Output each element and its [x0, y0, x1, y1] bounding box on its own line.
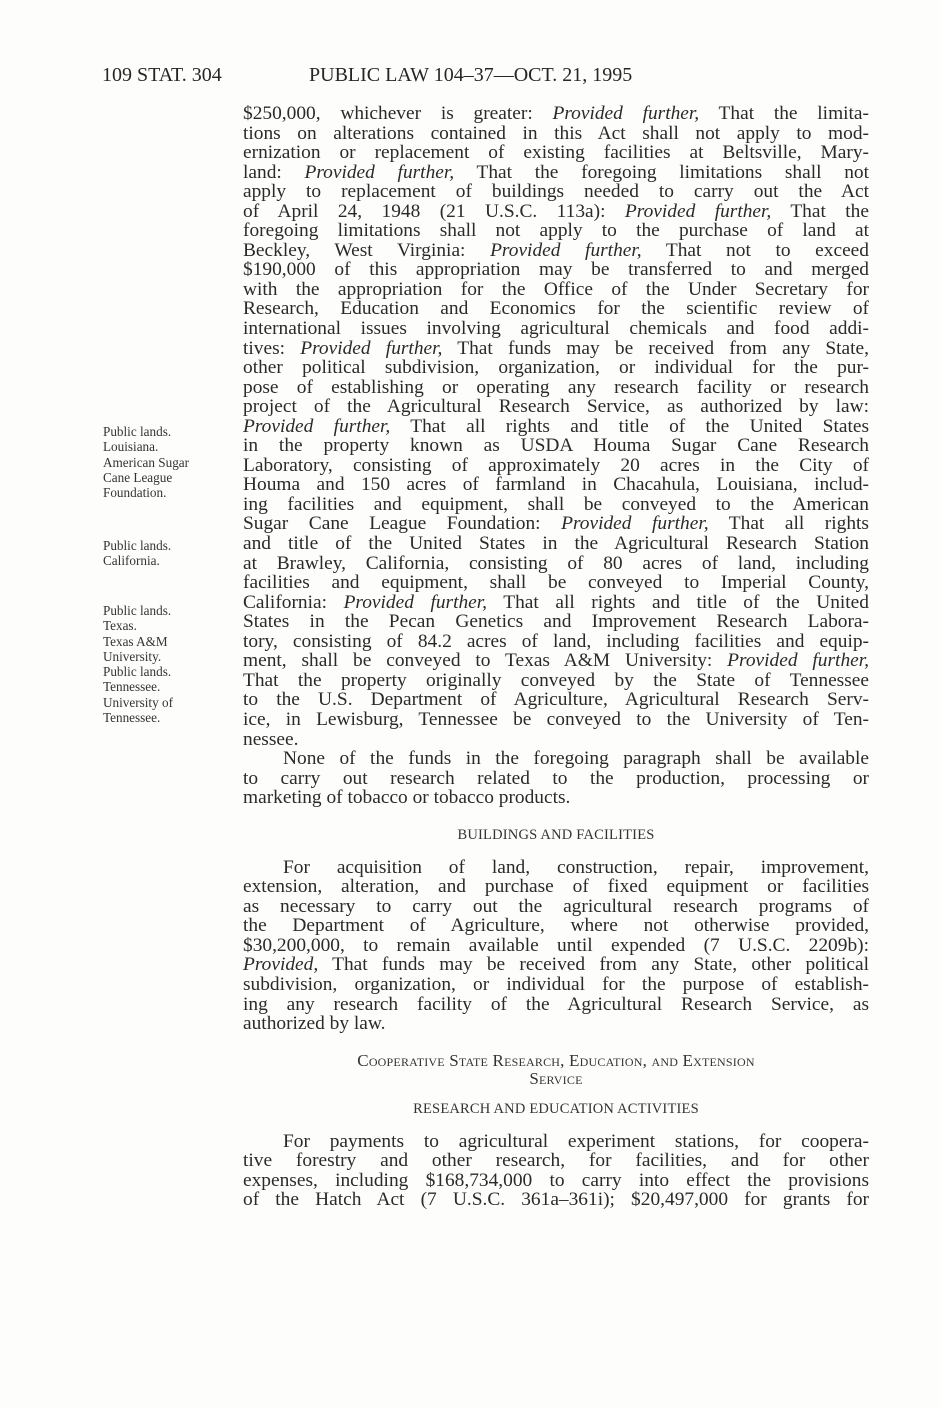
text-line: ment, shall be conveyed to Texas A&M University: Provided further, [243, 650, 869, 672]
paragraph-tobacco [243, 749, 869, 808]
text-line: Provided further, That all rights and title of the United States [243, 415, 869, 437]
text-line: For acquisition of land, construction, repair, improvement, [283, 856, 869, 878]
text-line: the Department of Agriculture, where not otherwise provided, [243, 915, 869, 937]
text-line: pose of establishing or operating any research facility or research [243, 376, 869, 398]
text-line: to the U.S. Department of Agriculture, Agricultural Research Serv- [243, 689, 869, 711]
margin-note-line: Texas A&M [103, 633, 168, 649]
proviso-emphasis: Provided further, [243, 415, 391, 437]
margin-note-louisiana [103, 424, 189, 500]
heading-research-and-education: RESEARCH AND EDUCATION ACTIVITIES [413, 1100, 699, 1117]
margin-note-line: Tennessee. [103, 710, 161, 726]
text-line: apply to replacement of buildings needed to carry out the Act [243, 181, 869, 203]
text-line: tory, consisting of 84.2 acres of land, including facilities and equip- [243, 630, 869, 652]
margin-note-line: California. [103, 553, 160, 569]
text-line: tions on alterations contained in this Act shall not apply to mod- [243, 122, 869, 144]
text-line: facilities and equipment, shall be conveyed to Imperial County, [243, 572, 869, 594]
text-line: tives: Provided further, That funds may be received from any State, [243, 337, 869, 359]
text-line: ing facilities and equipment, shall be conveyed to the American [243, 493, 869, 515]
text-line: That the property originally conveyed by the State of Tennessee [243, 669, 869, 691]
text-line: with the appropriation for the Office of the Under Secretary for [243, 278, 869, 300]
margin-note-line: Louisiana. [103, 439, 159, 455]
text-line: ice, in Lewisburg, Tennessee be conveyed to the University of Ten- [243, 708, 869, 730]
heading-csrees: Cooperative State Research, Education, and Extension [357, 1050, 755, 1070]
proviso-emphasis: Provided, [243, 954, 319, 976]
text-line: States in the Pecan Genetics and Improvement Research Labora- [243, 611, 869, 633]
paragraph-provisos [243, 104, 869, 749]
margin-note-line: Public lands. [103, 603, 172, 618]
text-line: Sugar Cane League Foundation: Provided further, That all rights [243, 513, 869, 535]
text-line: project of the Agricultural Research Service, as authorized by law: [243, 396, 869, 418]
margin-note-texas-tennessee [103, 603, 173, 725]
text-line: Beckley, West Virginia: Provided further, That not to exceed [243, 239, 869, 261]
proviso-emphasis: Provided further, [304, 161, 455, 183]
spacer [243, 808, 869, 826]
text-line: land: Provided further, That the foregoing limitations shall not [243, 161, 869, 183]
spacer [243, 1034, 869, 1052]
margin-note-line: Tennessee. [103, 679, 161, 695]
body-text-column [243, 104, 869, 1210]
text-line: foregoing limitations shall not apply to the purchase of land at [243, 220, 869, 242]
text-line: $30,200,000, to remain available until expended (7 U.S.C. 2209b): [243, 934, 869, 956]
margin-note-line: Cane League [103, 469, 173, 485]
text-line: as necessary to carry out the agricultural research programs of [243, 895, 869, 917]
text-line: nessee. [243, 728, 299, 750]
margin-note-line: Public lands. [103, 424, 172, 439]
margin-note-line: University. [103, 648, 162, 664]
text-line: For payments to agricultural experiment stations, for coopera- [283, 1130, 869, 1152]
text-line: tive forestry and other research, for facilities, and for other [243, 1150, 869, 1172]
margin-note-line: American Sugar [103, 454, 190, 470]
text-line: Provided, That funds may be received from any State, other political [243, 954, 869, 976]
proviso-emphasis: Provided further, [561, 513, 709, 535]
text-line: ing any research facility of the Agricultural Research Service, as [243, 993, 869, 1015]
text-line: to carry out research related to the production, processing or [243, 767, 869, 789]
statute-page-reference: 109 STAT. 304 [102, 64, 222, 86]
margin-note-line: Foundation. [103, 485, 167, 501]
text-line: authorized by law. [243, 1013, 386, 1035]
text-line: other political subdivision, organization, or individual for the pur- [243, 357, 869, 379]
text-line: and title of the United States in the Agricultural Research Station [243, 533, 869, 555]
text-line: marketing of tobacco or tobacco products. [243, 787, 571, 809]
margin-note-line: Public lands. [103, 664, 172, 680]
text-line: at Brawley, California, consisting of 80 acres of land, including [243, 552, 869, 574]
paragraph-buildings [243, 858, 869, 1034]
text-line: $190,000 of this appropriation may be transferred to and merged [243, 259, 869, 281]
text-line: Houma and 150 acres of farmland in Chacahula, Louisiana, includ- [243, 474, 869, 496]
proviso-emphasis: Provided further, [490, 239, 642, 261]
margin-note-line: Public lands. [103, 538, 172, 553]
text-line: expenses, including $168,734,000 to carry into effect the provisions [243, 1169, 869, 1191]
margin-note-line: Texas. [103, 618, 137, 634]
public-law-reference: PUBLIC LAW 104–37—OCT. 21, 1995 [309, 64, 633, 86]
text-line: extension, alteration, and purchase of fixed equipment or facilities [243, 876, 869, 898]
text-line: $250,000, whichever is greater: Provided further, That the limita- [243, 103, 869, 124]
heading-buildings-and-facilities: BUILDINGS AND FACILITIES [457, 826, 655, 843]
text-line: None of the funds in the foregoing paragraph shall be available [283, 748, 869, 770]
text-line: subdivision, organization, or individual for the purpose of establish- [243, 973, 869, 995]
proviso-emphasis: Provided further, [343, 591, 488, 613]
text-line: California: Provided further, That all rights and title of the United [243, 591, 869, 613]
page-header [102, 64, 862, 90]
heading-csrees-continued: Service [529, 1068, 583, 1088]
proviso-emphasis: Provided further, [624, 200, 772, 222]
text-line: Laboratory, consisting of approximately 20 acres in the City of [243, 454, 869, 476]
text-line: in the property known as USDA Houma Sugar Cane Research [243, 435, 869, 457]
text-line: of the Hatch Act (7 U.S.C. 361a–361i); $20,497,000 for grants for [243, 1189, 869, 1211]
margin-note-line: University of [103, 694, 173, 710]
text-line: international issues involving agricultural chemicals and food addi- [243, 318, 869, 340]
paragraph-payments [243, 1132, 869, 1210]
margin-note-california [103, 538, 171, 569]
text-line: ernization or replacement of existing facilities at Beltsville, Mary- [243, 142, 869, 164]
proviso-emphasis: Provided further, [727, 650, 869, 672]
text-line: of April 24, 1948 (21 U.S.C. 113a): Provided further, That the [243, 200, 869, 222]
spacer [243, 1088, 869, 1100]
text-line: Research, Education and Economics for the scientific review of [243, 298, 869, 320]
proviso-emphasis: Provided further, [300, 337, 443, 359]
proviso-emphasis: Provided further, [552, 103, 700, 124]
